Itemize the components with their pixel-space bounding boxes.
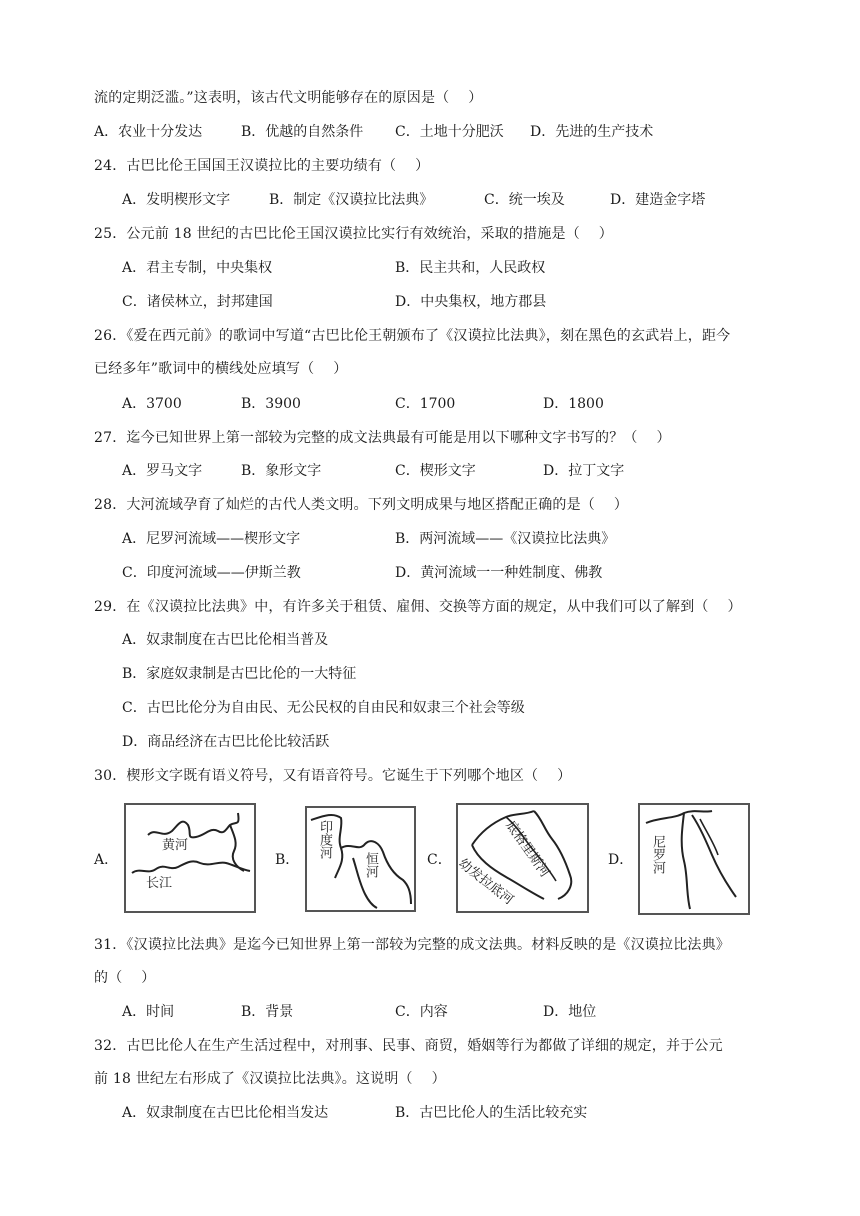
q30-option-a-letter[interactable]: A． <box>94 852 119 868</box>
q30-map-b[interactable] <box>305 806 416 912</box>
q29-option-a[interactable]: A．奴隶制度在古巴比伦相当普及 <box>122 632 329 648</box>
q26-option-c[interactable]: C．1700 <box>395 396 456 412</box>
q25-option-c[interactable]: C．诸侯林立，封邦建国 <box>122 294 273 310</box>
q30-option-c-letter[interactable]: C． <box>427 852 452 868</box>
map-a-label-bottom: 长江 <box>146 876 173 891</box>
yellow-river-map-icon <box>126 805 254 911</box>
q31-option-b[interactable]: B．背景 <box>241 1004 294 1020</box>
q23-option-b[interactable]: B．优越的自然条件 <box>241 124 364 140</box>
q28-option-c[interactable]: C．印度河流域——伊斯兰教 <box>122 565 301 581</box>
q30-option-d-letter[interactable]: D． <box>608 852 634 868</box>
map-a-label-top: 黄河 <box>162 838 189 853</box>
map-d-label: 尼罗河 <box>650 835 665 874</box>
mesopotamia-map-icon <box>458 805 587 911</box>
map-c-label-left: 幼发拉底河 <box>455 856 516 909</box>
q23-line: 流的定期泛滥。”这表明，该古代文明能够存在的原因是（ ） <box>94 90 483 106</box>
q27-option-a[interactable]: A．罗马文字 <box>122 463 203 479</box>
q24-option-b[interactable]: B．制定《汉谟拉比法典》 <box>269 192 434 208</box>
q23-option-c[interactable]: C．土地十分肥沃 <box>395 124 504 140</box>
q25-option-d[interactable]: D．中央集权，地方郡县 <box>395 294 547 310</box>
q28-option-d[interactable]: D．黄河流域一一种姓制度、佛教 <box>395 565 603 581</box>
q28-option-a[interactable]: A．尼罗河流域——楔形文字 <box>122 531 301 547</box>
q26-option-a[interactable]: A．3700 <box>122 396 182 412</box>
q25-option-b[interactable]: B．民主共和，人民政权 <box>395 260 546 276</box>
q25-stem: 25．公元前 18 世纪的古巴比伦王国汉谟拉比实行有效统治，采取的措施是（ ） <box>94 226 613 242</box>
q28-stem: 28．大河流域孕育了灿烂的古代人类文明。下列文明成果与地区搭配正确的是（ ） <box>94 497 629 513</box>
q26-stem-line1: 26．《爱在西元前》的歌词中写道“古巴比伦王朝颁布了《汉谟拉比法典》，刻在黑色的玄武岩上，距今 <box>94 328 731 344</box>
q26-option-d[interactable]: D．1800 <box>543 396 604 412</box>
q31-stem-line1: 31．《汉谟拉比法典》是迄今已知世界上第一部较为完整的成文法典。材料反映的是《汉谟拉比法典》 <box>94 937 731 953</box>
q30-stem: 30．楔形文字既有语义符号，又有语音符号。它诞生于下列哪个地区（ ） <box>94 768 572 784</box>
q23-option-a[interactable]: A．农业十分发达 <box>94 124 203 140</box>
q27-option-c[interactable]: C．楔形文字 <box>395 463 476 479</box>
q29-option-b[interactable]: B．家庭奴隶制是古巴比伦的一大特征 <box>122 666 357 682</box>
q31-option-d[interactable]: D．地位 <box>543 1004 597 1020</box>
q27-stem: 27．迄今已知世界上第一部较为完整的成文法典最有可能是用以下哪种文字书写的？（ ） <box>94 430 671 446</box>
q28-option-b[interactable]: B．两河流域——《汉谟拉比法典》 <box>395 531 616 547</box>
q30-map-a[interactable] <box>124 803 256 913</box>
map-b-label-right: 恒河 <box>363 852 378 878</box>
q27-option-b[interactable]: B．象形文字 <box>241 463 322 479</box>
q24-stem: 24．古巴比伦王国国王汉谟拉比的主要功绩有（ ） <box>94 158 430 174</box>
map-b-label-left: 印度河 <box>317 820 332 859</box>
q32-option-a[interactable]: A．奴隶制度在古巴比伦相当发达 <box>122 1105 329 1121</box>
q31-stem-line2: 的（ ） <box>94 970 156 986</box>
q30-map-d[interactable] <box>638 803 750 915</box>
q25-option-a[interactable]: A．君主专制，中央集权 <box>122 260 273 276</box>
map-c-label-right: 底格里斯河 <box>502 818 553 881</box>
q29-stem: 29．在《汉谟拉比法典》中，有许多关于租赁、雇佣、交换等方面的规定，从中我们可以了解到（ ） <box>94 599 742 615</box>
q24-option-d[interactable]: D．建造金字塔 <box>610 192 706 208</box>
q31-option-c[interactable]: C．内容 <box>395 1004 448 1020</box>
q23-option-d[interactable]: D．先进的生产技术 <box>530 124 654 140</box>
q29-option-c[interactable]: C．古巴比伦分为自由民、无公民权的自由民和奴隶三个社会等级 <box>122 700 525 716</box>
q32-option-b[interactable]: B．古巴比伦人的生活比较充实 <box>395 1105 588 1121</box>
q29-option-d[interactable]: D．商品经济在古巴比伦比较活跃 <box>122 734 330 750</box>
q30-map-c[interactable] <box>456 803 589 913</box>
q24-option-c[interactable]: C．统一埃及 <box>484 192 565 208</box>
q32-stem-line1: 32．古巴比伦人在生产生活过程中，对刑事、民事、商贸，婚姻等行为都做了详细的规定，并于公元 <box>94 1038 723 1054</box>
q26-option-b[interactable]: B．3900 <box>241 396 301 412</box>
q26-stem-line2: 已经多年”歌词中的横线处应填写（ ） <box>94 361 348 377</box>
q32-stem-line2: 前 18 世纪左右形成了《汉谟拉比法典》。这说明（ ） <box>94 1071 446 1087</box>
q24-option-a[interactable]: A．发明楔形文字 <box>122 192 231 208</box>
q30-option-b-letter[interactable]: B． <box>275 852 300 868</box>
q31-option-a[interactable]: A．时间 <box>122 1004 175 1020</box>
q27-option-d[interactable]: D．拉丁文字 <box>543 463 625 479</box>
